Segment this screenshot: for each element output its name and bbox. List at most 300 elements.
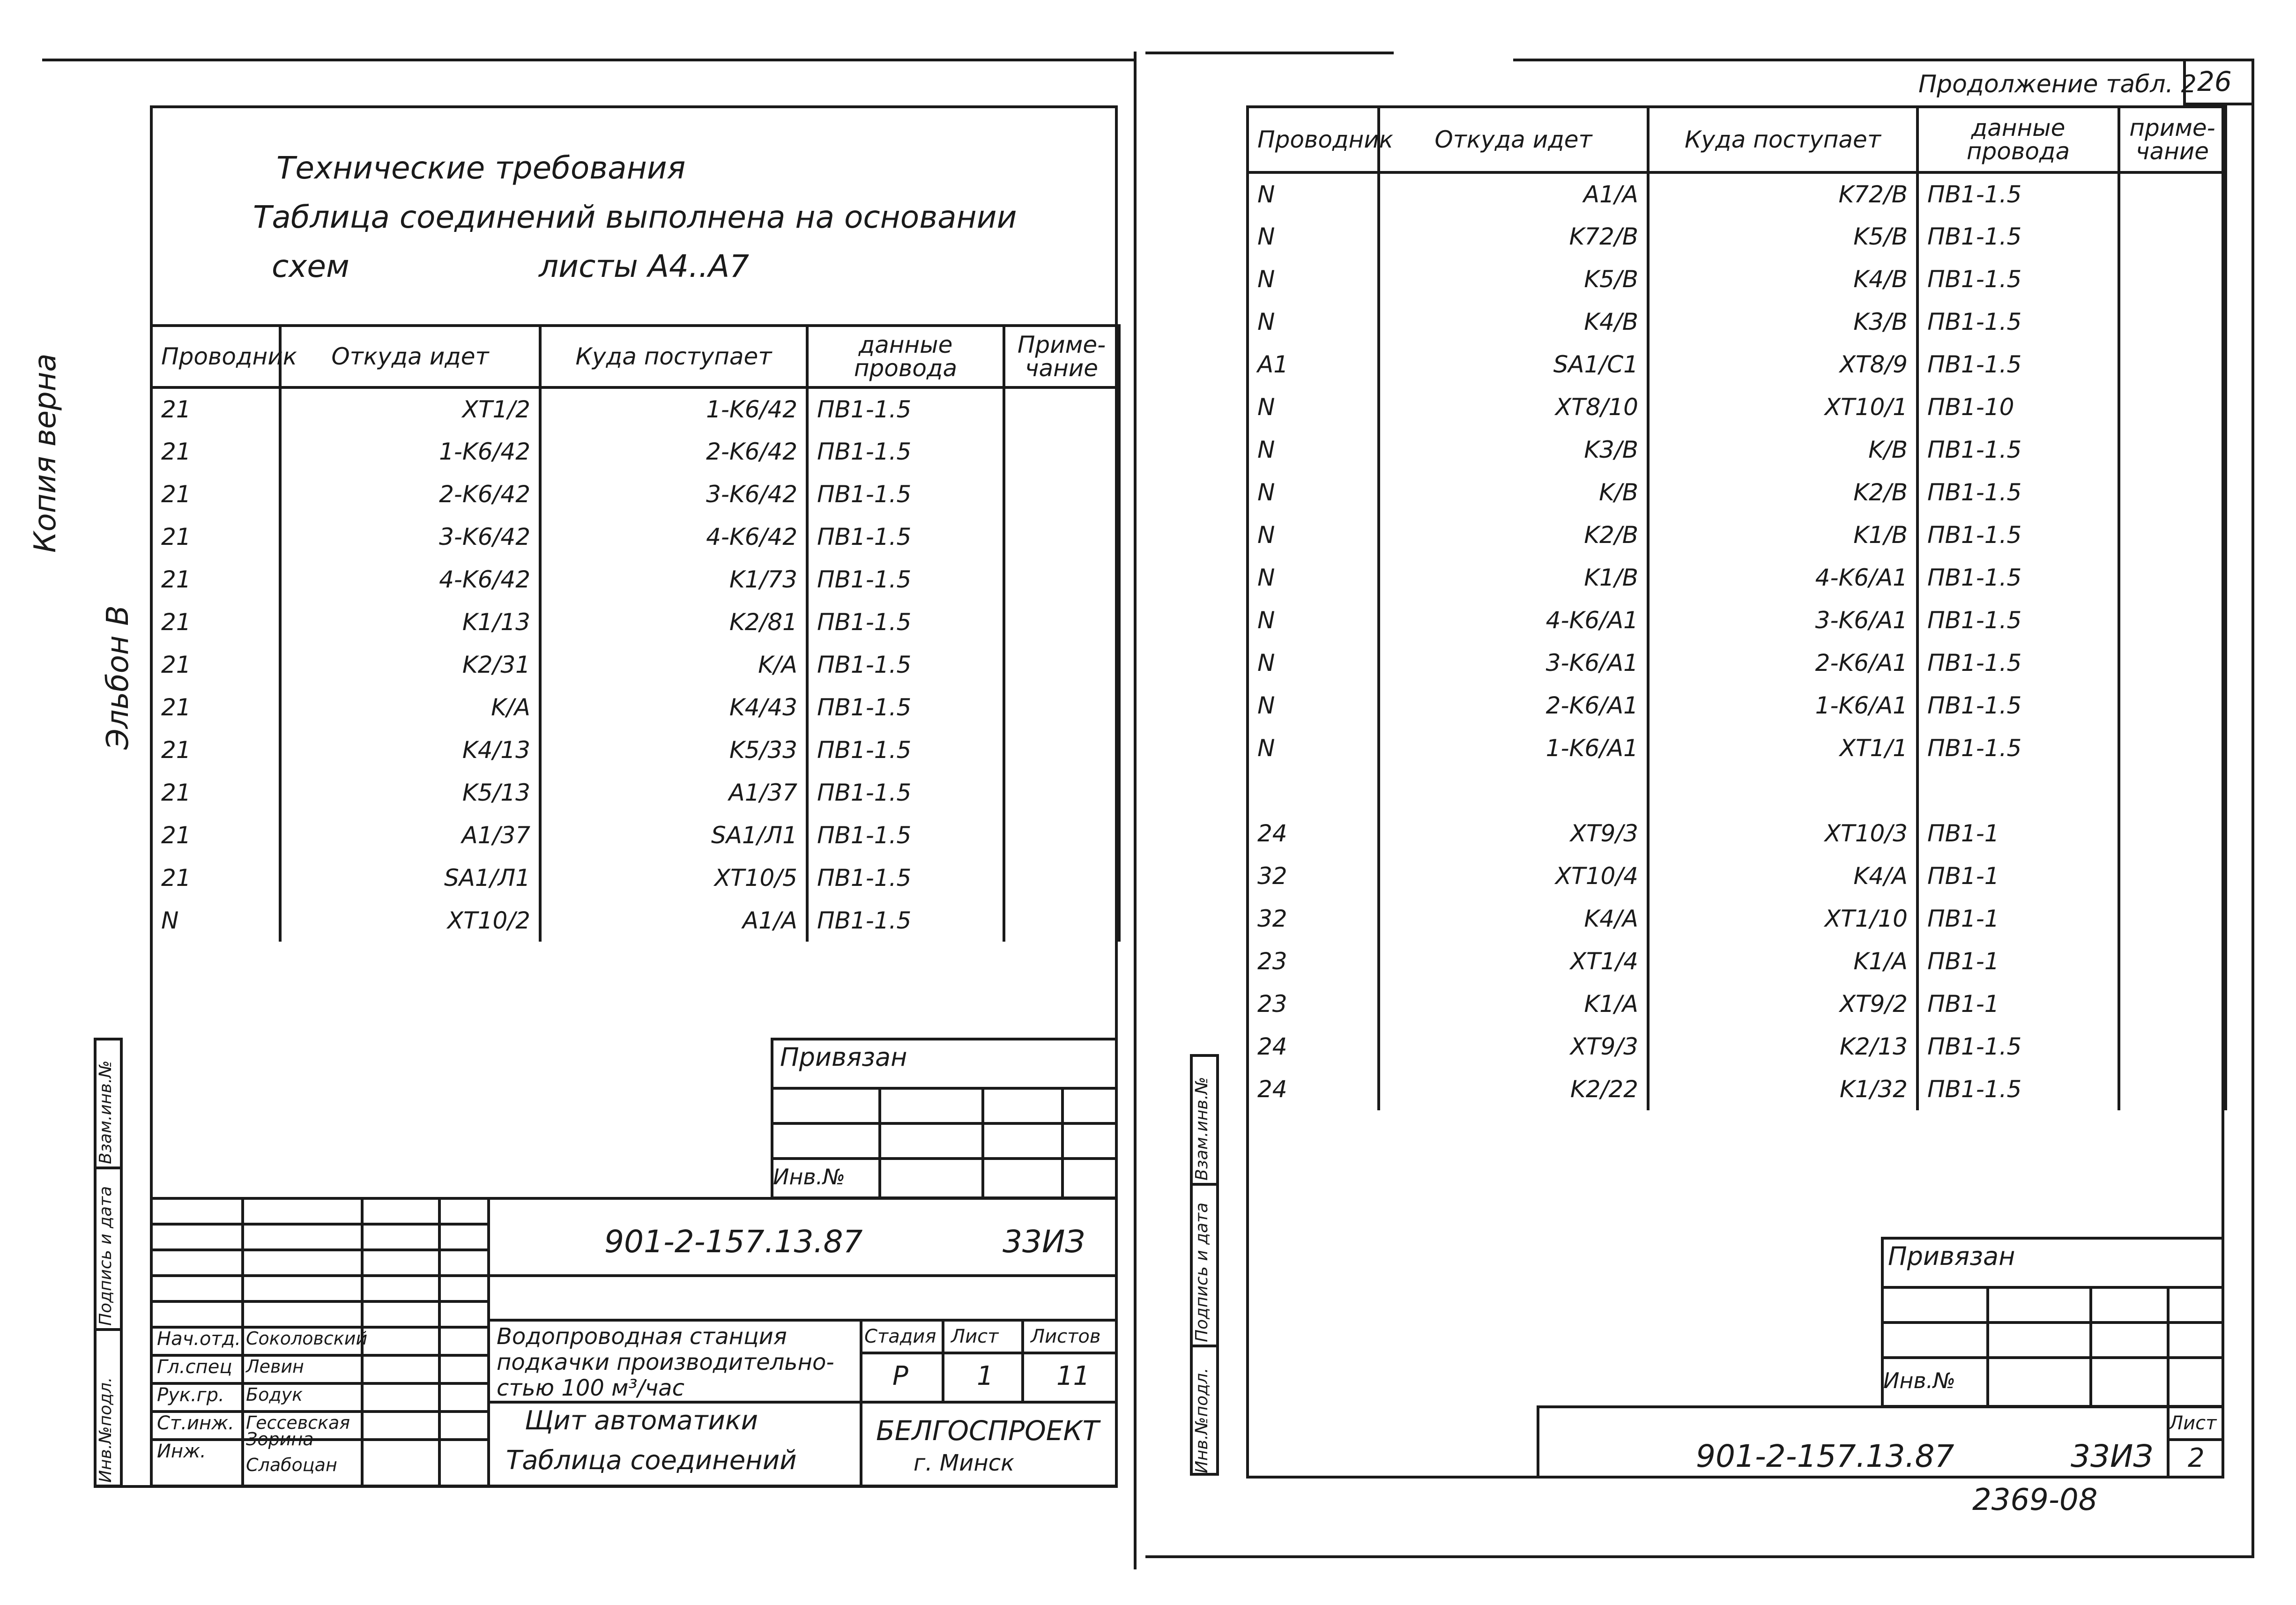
table-row (1248, 556, 2226, 599)
sheet-name-1: Щит автоматики (525, 1405, 758, 1436)
r-col-header-wire-data: данные провода (1917, 107, 2119, 172)
tb-hline-code (487, 1274, 1118, 1277)
table-cell: 2-K6/42 (540, 430, 807, 473)
table-cell (1248, 769, 1379, 812)
table-cell: SA1/C1 (1379, 343, 1648, 386)
table-cell: A1/37 (540, 771, 807, 814)
table-cell (1004, 771, 1119, 814)
table-cell (2119, 599, 2226, 641)
table-cell: ПВ1-1.5 (1917, 1025, 2119, 1068)
table-cell: ПВ1-1.5 (807, 473, 1004, 515)
table-cell: ПВ1-1.5 (807, 899, 1004, 942)
table-cell (2119, 727, 2226, 769)
table-cell: ПВ1-1.5 (1917, 343, 2119, 386)
col-header-wire: Проводник (151, 326, 280, 387)
table-cell: XT9/2 (1648, 982, 1917, 1025)
table-row (1248, 172, 2226, 215)
table-cell (2119, 641, 2226, 684)
name-0: Соколовский (246, 1328, 368, 1349)
table-cell: K1/13 (280, 601, 540, 643)
r-bottom-border (1246, 1476, 2224, 1479)
table-row (1248, 471, 2226, 513)
table-row (1248, 769, 2226, 812)
side-note-sign: Эльбон В (101, 605, 135, 750)
r-inv-no-label: Инв.№ (1883, 1368, 1956, 1393)
table-row (1248, 386, 2226, 428)
table-cell (1004, 899, 1119, 942)
table-cell (2119, 982, 2226, 1025)
r-priv-vline-1 (1986, 1286, 1989, 1408)
table-row (151, 643, 1119, 686)
table-cell: K1/A (1379, 982, 1648, 1025)
table-cell: ПВ1-1.5 (807, 686, 1004, 728)
table-cell: N (1248, 727, 1379, 769)
tb-vline-list (942, 1319, 944, 1401)
table-cell: ПВ1-1.5 (1917, 641, 2119, 684)
name-4: Зорина (246, 1429, 314, 1449)
table-row (151, 473, 1119, 515)
table-cell: 21 (151, 473, 280, 515)
table-row (1248, 599, 2226, 641)
left-doc-code: 901-2-157.13.87 (604, 1224, 863, 1260)
table-cell: 3-K6/42 (540, 473, 807, 515)
table-cell: N (1248, 428, 1379, 471)
r-priv-line-1 (1881, 1286, 2224, 1289)
table-cell (2119, 897, 2226, 940)
table-row (151, 430, 1119, 473)
table-cell: ПВ1-1.5 (807, 728, 1004, 771)
table-cell: XT1/2 (280, 387, 540, 430)
table-cell: ПВ1-1.5 (1917, 172, 2119, 215)
table-cell (1004, 856, 1119, 899)
table-cell: SA1/Л1 (280, 856, 540, 899)
table-cell: 3-K6/A1 (1379, 641, 1648, 684)
table-cell: 2-K6/A1 (1648, 641, 1917, 684)
table-row (151, 814, 1119, 856)
table-cell: K1/32 (1648, 1068, 1917, 1110)
table-cell: XT9/3 (1379, 1025, 1648, 1068)
table-cell: XT9/3 (1379, 812, 1648, 855)
table-cell: K2/B (1648, 471, 1917, 513)
table-cell: ПВ1-1.5 (1917, 471, 2119, 513)
r-col-header-note: приме- чание (2119, 107, 2226, 172)
priv-vline-2 (981, 1087, 984, 1199)
org-name: БЕЛГОСПРОЕКТ (876, 1415, 1100, 1447)
table-cell: 2-K6/42 (280, 473, 540, 515)
r-priv-vline-3 (2167, 1286, 2170, 1408)
table-cell: SA1/Л1 (540, 814, 807, 856)
table-cell (1004, 430, 1119, 473)
table-cell: N (1248, 300, 1379, 343)
table-cell: 21 (151, 643, 280, 686)
table-cell: ПВ1-1.5 (807, 558, 1004, 601)
table-row (1248, 812, 2226, 855)
table-cell: XT10/3 (1648, 812, 1917, 855)
table-row (151, 728, 1119, 771)
inv-no-label: Инв.№ (773, 1164, 846, 1189)
table-cell: K4/B (1648, 258, 1917, 300)
table-cell (2119, 386, 2226, 428)
table-cell: K3/B (1379, 428, 1648, 471)
table-row (1248, 215, 2226, 258)
col-header-to: Куда поступает (540, 326, 807, 387)
sig-hline-3 (150, 1274, 487, 1277)
table-cell (2119, 343, 2226, 386)
table-cell (2119, 769, 2226, 812)
table-cell: K1/73 (540, 558, 807, 601)
table-cell: 23 (1248, 982, 1379, 1025)
table-cell (1004, 643, 1119, 686)
left-connection-table (150, 324, 1121, 942)
table-cell: K/B (1648, 428, 1917, 471)
table-cell: ПВ1-1.5 (1917, 1068, 2119, 1110)
table-cell: XT10/4 (1379, 855, 1648, 897)
table-cell: 21 (151, 387, 280, 430)
table-cell: N (151, 899, 280, 942)
r-vert-label-sign-date: Подпись и дата (1192, 1202, 1211, 1342)
notes-line-2: Таблица соединений выполнена на основании (253, 199, 1017, 235)
sheet-name-2: Таблица соединений (506, 1445, 797, 1476)
r-stamp-hline (2167, 1438, 2224, 1441)
org-city: г. Минск (914, 1450, 1015, 1476)
table-cell: ПВ1-1 (1917, 855, 2119, 897)
table-cell: K/A (280, 686, 540, 728)
table-cell: ПВ1-10 (1917, 386, 2119, 428)
r-list-value: 2 (2188, 1443, 2205, 1473)
table-cell: K5/13 (280, 771, 540, 814)
table-cell: K1/A (1648, 940, 1917, 982)
table-row (1248, 897, 2226, 940)
table-cell (2119, 1068, 2226, 1110)
sig-hline-1 (150, 1223, 487, 1226)
notes-heading: Технические требования (276, 150, 686, 186)
table-cell: 32 (1248, 855, 1379, 897)
table-cell: K2/13 (1648, 1025, 1917, 1068)
tb-vline-main (487, 1197, 490, 1487)
tb-vline-stage (860, 1319, 862, 1487)
table-cell: K4/A (1648, 855, 1917, 897)
side-note-copy: Копия верна (28, 353, 63, 553)
table-cell (1004, 814, 1119, 856)
page-number: 26 (2197, 66, 2232, 97)
r-col-header-wire: Проводник (1248, 107, 1379, 172)
r-vert-label-orig-inv: Инв.№подл. (1192, 1367, 1211, 1473)
table-cell: N (1248, 215, 1379, 258)
table-cell: N (1248, 513, 1379, 556)
r-frame-bottom (1145, 1555, 2254, 1558)
table-cell: XT8/9 (1648, 343, 1917, 386)
table-cell: 4-K6/A1 (1648, 556, 1917, 599)
r-doc-suffix: 33ИЗ (2071, 1438, 2153, 1474)
table-cell: N (1248, 471, 1379, 513)
table-cell: 21 (151, 728, 280, 771)
strip-divider-1 (94, 1167, 123, 1169)
tb-vline-lists (1021, 1319, 1024, 1401)
priv-line-1 (771, 1087, 1118, 1090)
r-frame-top-a (1145, 52, 1394, 54)
table-cell: ПВ1-1.5 (807, 387, 1004, 430)
table-row (1248, 428, 2226, 471)
table-row (151, 601, 1119, 643)
table-cell: A1/37 (280, 814, 540, 856)
vert-label-orig-inv: Инв.№подл. (96, 1377, 115, 1483)
table-cell: K3/B (1648, 300, 1917, 343)
col-header-wire-data: данные провода (807, 326, 1004, 387)
r-frame-top-b (1513, 59, 2254, 61)
table-cell: 21 (151, 686, 280, 728)
role-0: Нач.отд. (157, 1328, 241, 1350)
notes-line-3a: схем (272, 248, 349, 284)
table-cell: 4-K6/A1 (1379, 599, 1648, 641)
table-cell: 32 (1248, 897, 1379, 940)
table-cell: 1-K6/42 (280, 430, 540, 473)
role-2: Рук.гр. (157, 1384, 224, 1406)
table-cell (2119, 215, 2226, 258)
table-cell: ПВ1-1.5 (807, 601, 1004, 643)
table-cell (1004, 728, 1119, 771)
table-cell: A1 (1248, 343, 1379, 386)
table-row (1248, 300, 2226, 343)
table-cell: XT10/2 (280, 899, 540, 942)
table-row (1248, 641, 2226, 684)
table-row (151, 899, 1119, 942)
table-cell: ПВ1-1.5 (1917, 684, 2119, 727)
table-cell: ПВ1-1.5 (807, 430, 1004, 473)
table-cell (2119, 513, 2226, 556)
table-cell (2119, 300, 2226, 343)
table-cell: N (1248, 641, 1379, 684)
priv-vline-3 (1061, 1087, 1064, 1199)
name-1: Левин (246, 1356, 304, 1377)
r-frame-right (2251, 59, 2254, 1558)
table-cell: 2-K6/A1 (1379, 684, 1648, 727)
table-cell: 4-K6/42 (280, 558, 540, 601)
table-cell: K4/B (1379, 300, 1648, 343)
table-cell: K5/B (1648, 215, 1917, 258)
table-cell: K4/43 (540, 686, 807, 728)
name-5: Слабоцан (246, 1455, 337, 1475)
table-cell: 3-K6/42 (280, 515, 540, 558)
table-cell: 21 (151, 856, 280, 899)
table-cell: K2/22 (1379, 1068, 1648, 1110)
r-list-label: Лист (2169, 1412, 2217, 1434)
table-row (1248, 343, 2226, 386)
priv-vline-1 (878, 1087, 881, 1199)
r-stamp-top (1537, 1405, 2224, 1408)
table-row (1248, 1068, 2226, 1110)
strip-divider-2 (94, 1328, 123, 1331)
r-priv-line-2 (1881, 1321, 2224, 1324)
table-cell: 1-K6/A1 (1379, 727, 1648, 769)
priv-line-2 (771, 1122, 1118, 1125)
left-doc-suffix: 33ИЗ (1003, 1224, 1085, 1260)
table-cell (1004, 601, 1119, 643)
table-row (1248, 1025, 2226, 1068)
table-cell: A1/A (540, 899, 807, 942)
table-cell: 1-K6/42 (540, 387, 807, 430)
priv-line-3 (771, 1157, 1118, 1160)
table-cell: ПВ1-1.5 (1917, 599, 2119, 641)
table-cell: ПВ1-1 (1917, 940, 2119, 982)
table-row (1248, 982, 2226, 1025)
table-row (151, 558, 1119, 601)
table-cell: 3-K6/A1 (1648, 599, 1917, 641)
table-cell (1917, 769, 2119, 812)
project-line-2: подкачки производительно- (497, 1349, 834, 1375)
r-doc-code: 901-2-157.13.87 (1696, 1438, 1954, 1474)
table-cell: N (1248, 556, 1379, 599)
table-cell: XT1/10 (1648, 897, 1917, 940)
table-cell (2119, 855, 2226, 897)
frame-top (42, 59, 1134, 61)
frame-fold (1134, 52, 1137, 1569)
table-cell: XT1/4 (1379, 940, 1648, 982)
table-row (1248, 727, 2226, 769)
sig-vline-3 (438, 1197, 441, 1487)
table-cell: ПВ1-1.5 (1917, 215, 2119, 258)
table-cell (2119, 428, 2226, 471)
table-cell: K72/B (1648, 172, 1917, 215)
table-cell: ПВ1-1.5 (1917, 513, 2119, 556)
table-cell (1004, 515, 1119, 558)
table-cell: XT1/1 (1648, 727, 1917, 769)
notes-line-3b: листы А4..А7 (539, 248, 750, 284)
sig-hline-2 (150, 1248, 487, 1251)
vert-label-sign-date: Подпись и дата (96, 1186, 115, 1326)
vert-label-replace-inv: Взам.инв.№ (96, 1060, 115, 1164)
table-cell: ПВ1-1.5 (1917, 300, 2119, 343)
r-strip-divider-2 (1190, 1345, 1219, 1347)
r-col-header-to: Куда поступает (1648, 107, 1917, 172)
table-cell: K1/B (1648, 513, 1917, 556)
table-cell: K/A (540, 643, 807, 686)
stamp-number: 2369-08 (1972, 1483, 2098, 1517)
table-cell: K2/B (1379, 513, 1648, 556)
table-cell (2119, 471, 2226, 513)
table-cell: XT8/10 (1379, 386, 1648, 428)
table-cell: XT10/5 (540, 856, 807, 899)
table-cell: K2/31 (280, 643, 540, 686)
table-row (1248, 855, 2226, 897)
table-row (151, 515, 1119, 558)
table-row (1248, 513, 2226, 556)
list-value: 1 (977, 1361, 994, 1391)
table-row (1248, 940, 2226, 982)
table-cell: 24 (1248, 1068, 1379, 1110)
table-cell: 21 (151, 515, 280, 558)
table-cell: ПВ1-1 (1917, 812, 2119, 855)
table-cell (1004, 558, 1119, 601)
table-cell (2119, 812, 2226, 855)
table-cell: 21 (151, 430, 280, 473)
table-cell: K72/B (1379, 215, 1648, 258)
table-row (151, 686, 1119, 728)
r-stamp-left (1537, 1405, 1539, 1478)
table-cell: ПВ1-1.5 (807, 856, 1004, 899)
table-cell (1004, 686, 1119, 728)
table-row (151, 771, 1119, 814)
table-cell: ПВ1-1.5 (807, 515, 1004, 558)
continuation-label: Продолжение табл. 2 (1918, 70, 2197, 98)
table-cell: 23 (1248, 940, 1379, 982)
table-row (151, 856, 1119, 899)
table-cell (1648, 769, 1917, 812)
r-col-header-from: Откуда идет (1379, 107, 1648, 172)
table-cell (1004, 473, 1119, 515)
table-cell: K5/33 (540, 728, 807, 771)
table-cell: 1-K6/A1 (1648, 684, 1917, 727)
table-cell: ПВ1-1.5 (807, 771, 1004, 814)
table-cell: ПВ1-1.5 (807, 643, 1004, 686)
lists-label: Листов (1031, 1326, 1101, 1347)
name-3: Гессевская (246, 1412, 350, 1433)
table-cell: K2/81 (540, 601, 807, 643)
table-cell (2119, 1025, 2226, 1068)
role-1: Гл.спец (157, 1356, 232, 1378)
table-cell (1379, 769, 1648, 812)
table-cell: 24 (1248, 1025, 1379, 1068)
table-cell: ПВ1-1.5 (1917, 258, 2119, 300)
r-privyazan-label: Привязан (1888, 1241, 2015, 1271)
project-line-3: стью 100 м³/час (497, 1375, 684, 1401)
table-cell: K/B (1379, 471, 1648, 513)
table-cell: ПВ1-1.5 (1917, 428, 2119, 471)
table-cell: ПВ1-1.5 (1917, 556, 2119, 599)
r-priv-vline-2 (2089, 1286, 2092, 1408)
table-cell: 24 (1248, 812, 1379, 855)
table-row (1248, 684, 2226, 727)
table-cell: 21 (151, 814, 280, 856)
col-header-from: Откуда идет (280, 326, 540, 387)
table-cell (2119, 172, 2226, 215)
stage-value: Р (892, 1361, 908, 1391)
table-cell (2119, 684, 2226, 727)
role-3: Ст.инж. (157, 1412, 234, 1434)
table-cell: K1/B (1379, 556, 1648, 599)
table-cell: ПВ1-1.5 (807, 814, 1004, 856)
table-cell: N (1248, 172, 1379, 215)
table-cell: 4-K6/42 (540, 515, 807, 558)
table-cell: N (1248, 684, 1379, 727)
table-cell: N (1248, 599, 1379, 641)
table-cell (2119, 940, 2226, 982)
col-header-note: Приме- чание (1004, 326, 1119, 387)
lists-value: 11 (1056, 1361, 1090, 1391)
table-cell: K5/B (1379, 258, 1648, 300)
role-4: Инж. (157, 1441, 206, 1462)
project-line-1: Водопроводная станция (497, 1323, 787, 1350)
table-cell (2119, 258, 2226, 300)
table-cell: N (1248, 258, 1379, 300)
table-cell: 21 (151, 601, 280, 643)
r-priv-line-3 (1881, 1356, 2224, 1359)
stage-label: Стадия (864, 1326, 936, 1347)
table-cell: ПВ1-1 (1917, 897, 2119, 940)
notes-top (150, 105, 1117, 108)
table-cell: N (1248, 386, 1379, 428)
table-cell: XT10/1 (1648, 386, 1917, 428)
privyazan-label: Привязан (780, 1042, 907, 1072)
r-vert-label-replace-inv: Взам.инв.№ (1192, 1077, 1211, 1181)
r-strip-divider-1 (1190, 1183, 1219, 1186)
table-row (1248, 258, 2226, 300)
table-cell: ПВ1-1 (1917, 982, 2119, 1025)
table-cell: 21 (151, 771, 280, 814)
sig-vline-1 (241, 1197, 244, 1487)
list-label: Лист (951, 1326, 999, 1347)
table-cell: K4/13 (280, 728, 540, 771)
tb-hline-stage (860, 1352, 1118, 1354)
